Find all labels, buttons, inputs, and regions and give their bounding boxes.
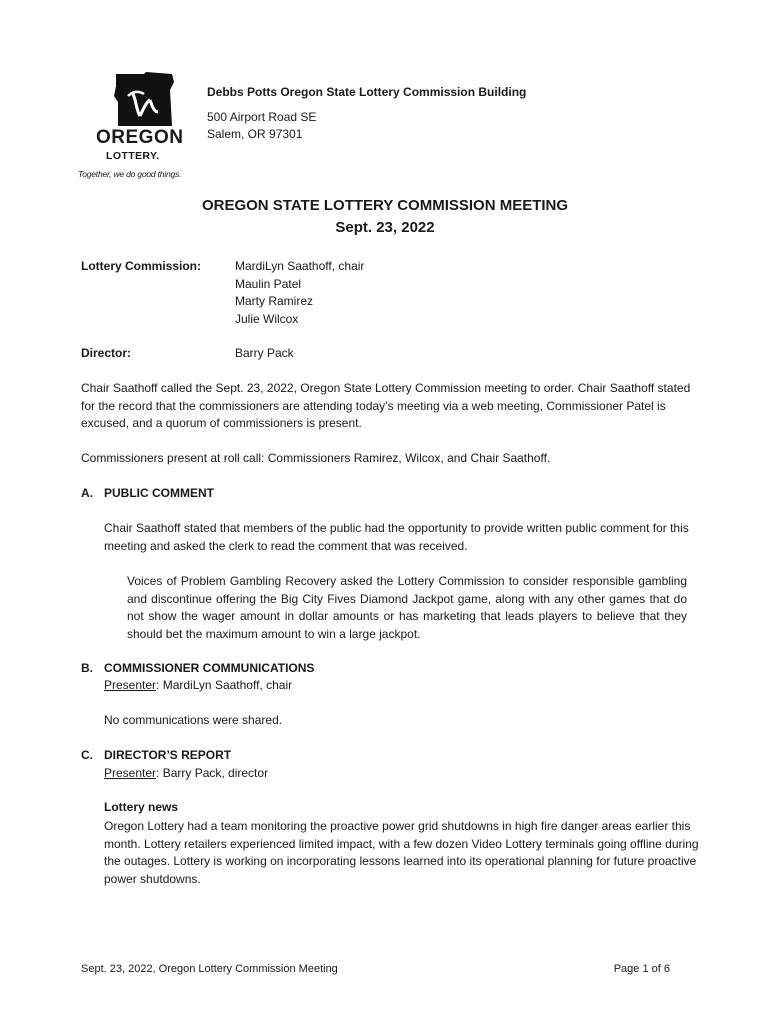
member-name: Julie Wilcox	[235, 311, 299, 326]
section-b-presenter	[104, 678, 292, 692]
section-b-letter: B.	[81, 661, 93, 675]
lottery-news-heading: Lottery news	[104, 800, 179, 814]
presenter-label: Presenter	[104, 766, 157, 780]
logo-wordmark: OREGON	[96, 127, 184, 148]
presenter-name: : Barry Pack, director	[156, 766, 269, 780]
address-line-1: 500 Airport Road SE	[207, 110, 317, 124]
section-a-title: PUBLIC COMMENT	[104, 486, 214, 500]
document-title: OREGON STATE LOTTERY COMMISSION MEETING	[201, 197, 569, 214]
section-a-body: Chair Saathoff stated that members of the public had the opportunity to provide written public comment for this meeting and asked the clerk to read the comment that was received.	[104, 521, 689, 553]
section-c-presenter	[104, 766, 268, 780]
public-comment-quote: Voices of Problem Gambling Recovery asked the Lottery Commission to consider responsible gambling and discontinue offering the Big City Fives Diamond Jackpot game, along with any other games that do not show the wager amount in dollar amounts or has marketing that leads players to believe that they should bet the maximum amount to win a large jackpot.	[127, 574, 687, 641]
commission-label: Lottery Commission:	[81, 259, 202, 273]
section-a-letter: A.	[81, 486, 93, 500]
member-name: Marty Ramirez	[235, 294, 314, 308]
intro-paragraph: Chair Saathoff called the Sept. 23, 2022, Oregon State Lottery Commission meeting to order. Chair Saathoff stated for the record that the commissioners are attending today’s meeting via a web meeting, Commissioner Patel is excused, and a quorum of commissioners is present.	[81, 381, 691, 430]
oregon-state-shape-icon	[110, 72, 180, 128]
roll-call-paragraph: Commissioners present at roll call: Commissioners Ramirez, Wilcox, and Chair Saathoff.	[81, 451, 551, 465]
address-line-2: Salem, OR 97301	[207, 127, 303, 141]
section-b-body: No communications were shared.	[104, 713, 283, 727]
address-block	[207, 109, 316, 143]
presenter-name: : MardiLyn Saathoff, chair	[156, 678, 293, 692]
presenter-label: Presenter	[104, 678, 157, 692]
oregon-lottery-logo	[78, 72, 200, 184]
section-b-title: COMMISSIONER COMMUNICATIONS	[104, 661, 315, 675]
logo-tagline: Together, we do good things.	[78, 169, 182, 179]
section-c-title: DIRECTOR’S REPORT	[104, 748, 232, 762]
member-name: Maulin Patel	[235, 276, 302, 291]
section-c-letter: C.	[81, 748, 93, 762]
document-date: Sept. 23, 2022	[335, 219, 435, 236]
lottery-news-body: Oregon Lottery had a team monitoring the proactive power grid shutdowns in high fire danger areas earlier this month. Lottery retailers experienced limited impact, with a few dozen Video Lottery terminals going offline during the outages. Lottery is working on incorporating lessons learned into its operational planning for future proactive power shutdowns.	[104, 819, 699, 886]
footer-meeting-label: Sept. 23, 2022, Oregon Lottery Commission Meeting	[81, 963, 338, 975]
director-label: Director:	[81, 346, 132, 360]
member-name: MardiLyn Saathoff, chair	[235, 259, 365, 273]
commission-members	[235, 258, 364, 328]
logo-subtext: LOTTERY.	[106, 150, 160, 162]
page-number: Page 1 of 6	[613, 963, 670, 975]
building-name: Debbs Potts Oregon State Lottery Commission Building	[207, 85, 527, 99]
director-name: Barry Pack	[235, 346, 294, 360]
